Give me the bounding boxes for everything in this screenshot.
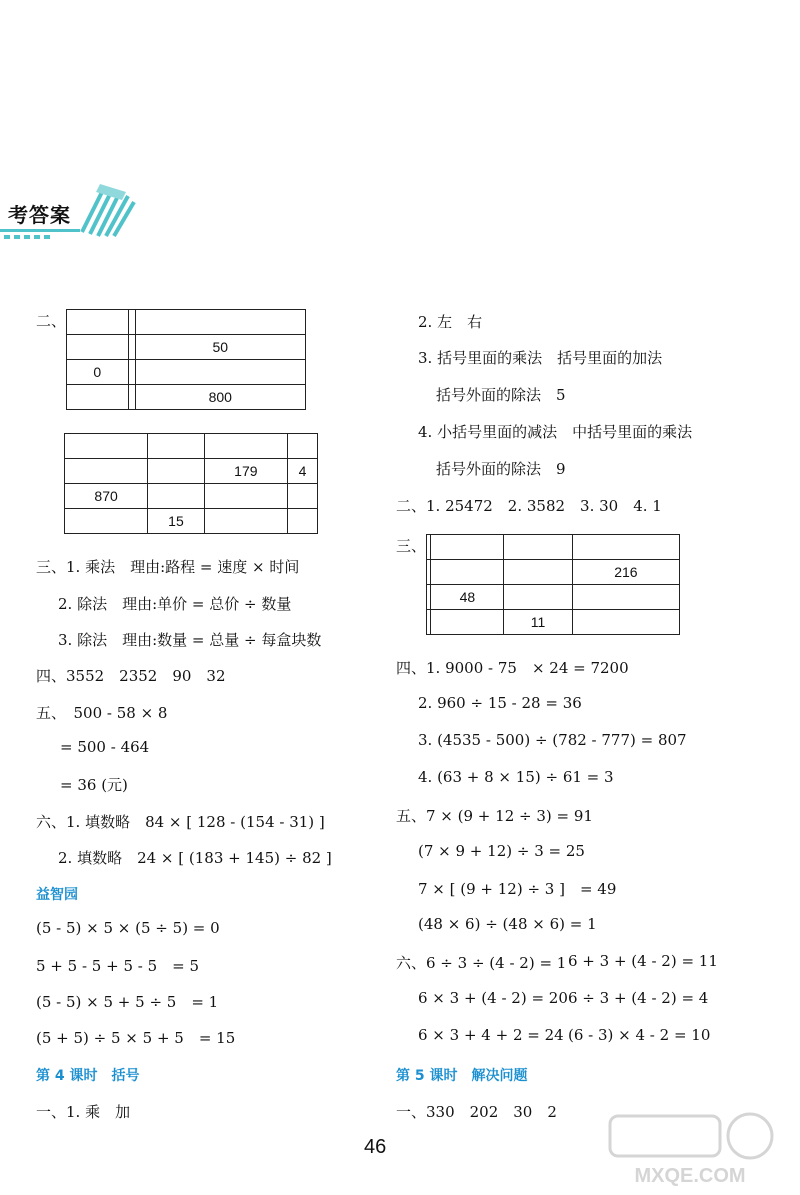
table-cell: [128, 335, 135, 360]
watermark-text: MXQE.COM: [634, 1165, 746, 1187]
right-sec6-a: 六、6 ÷ 3 ÷ (4 - 2) = 1: [396, 954, 567, 972]
right-sec5-line-4: (48 × 6) ÷ (48 × 6) = 1: [418, 915, 597, 933]
table-cell: [204, 434, 287, 459]
right-sec5-line-1: 五、7 × (9 + 12 ÷ 3) = 91: [396, 807, 593, 825]
answer-table-1: [66, 309, 306, 410]
table-cell: [431, 560, 504, 585]
table-cell: [572, 610, 679, 635]
table-cell: 15: [148, 509, 205, 534]
table-cell: [148, 434, 205, 459]
table-cell: 4: [287, 459, 317, 484]
table-cell: 800: [135, 385, 305, 410]
right-sec4-line-4: 4. (63 + 8 × 15) ÷ 61 = 3: [418, 768, 614, 786]
right-sec6-d: 6 ÷ 3 + (4 - 2) = 4: [568, 989, 709, 1007]
table-cell: [148, 459, 205, 484]
table-3-row: [427, 585, 680, 610]
table-2-row: [65, 484, 318, 509]
sec6-item-2: 2. 填数略 24 × [ (183 + 145) ÷ 82 ]: [58, 849, 332, 867]
right-q3a: 3. 括号里面的乘法 括号里面的加法: [418, 349, 663, 367]
table-cell: [504, 535, 572, 560]
right-q3b: 括号外面的除法 5: [436, 386, 566, 404]
table-cell: [67, 335, 129, 360]
table-cell: [148, 484, 205, 509]
right-q4a: 4. 小括号里面的减法 中括号里面的乘法: [418, 423, 693, 441]
sec5-line-3: = 36 (元): [60, 776, 128, 794]
watermark-logo: [600, 1108, 780, 1192]
lesson-5-q1: 一、330 202 30 2: [396, 1103, 557, 1121]
yizhiyuan-title: 益智园: [36, 887, 78, 903]
page-number: 46: [364, 1136, 387, 1158]
table-cell: [204, 509, 287, 534]
table-cell: [65, 509, 148, 534]
table-cell: [65, 434, 148, 459]
right-sec5-line-3: 7 × [ (9 + 12) ÷ 3 ] = 49: [418, 880, 617, 898]
sec5-line-1: 五、 500 - 58 × 8: [36, 704, 168, 722]
table-cell: 50: [135, 335, 305, 360]
sec4-answers: 四、3552 2352 90 32: [36, 667, 226, 685]
table-cell: 870: [65, 484, 148, 509]
right-sec4-line-2: 2. 960 ÷ 15 - 28 = 36: [418, 694, 582, 712]
yizhiyuan-line-2: 5 + 5 - 5 + 5 - 5 = 5: [36, 957, 200, 975]
table-cell: [504, 585, 572, 610]
right-sec6-e: 6 × 3 + 4 + 2 = 24: [418, 1026, 564, 1044]
section-2-label: 二、: [36, 312, 67, 330]
table-cell: [504, 560, 572, 585]
sec3-item-3: 3. 除法 理由:数量 = 总量 ÷ 每盒块数: [58, 631, 322, 649]
table-3-row: [427, 535, 680, 560]
table-cell: [67, 310, 129, 335]
table-cell: [65, 459, 148, 484]
table-1-row: [67, 360, 306, 385]
table-2-row: [65, 509, 318, 534]
lesson-5-title: 第 5 课时 解决问题: [396, 1068, 528, 1084]
table-cell: [128, 385, 135, 410]
yizhiyuan-line-3: (5 - 5) × 5 + 5 ÷ 5 = 1: [36, 993, 219, 1011]
table-cell: [572, 535, 679, 560]
page-header-title: 考答案: [8, 203, 71, 227]
right-sec4-line-1: 四、1. 9000 - 75 × 24 = 7200: [396, 659, 629, 677]
table-cell: 0: [67, 360, 129, 385]
right-sec6-c: 6 × 3 + (4 - 2) = 20: [418, 989, 568, 1007]
answer-table-2: [64, 433, 318, 534]
table-cell: [287, 434, 317, 459]
table-2-row: [65, 434, 318, 459]
table-3-row: [427, 610, 680, 635]
table-cell: [135, 310, 305, 335]
lesson-4-q1: 一、1. 乘 加: [36, 1103, 131, 1121]
table-cell: 48: [431, 585, 504, 610]
yizhiyuan-line-1: (5 - 5) × 5 × (5 ÷ 5) = 0: [36, 919, 220, 937]
sec6-item-1: 六、1. 填数略 84 × [ 128 - (154 - 31) ]: [36, 813, 325, 831]
sec5-line-2: = 500 - 464: [60, 738, 150, 756]
table-1-row: [67, 310, 306, 335]
right-q4b: 括号外面的除法 9: [436, 460, 566, 478]
table-cell: [128, 360, 135, 385]
table-cell: [67, 385, 129, 410]
table-cell: 11: [504, 610, 572, 635]
right-sec3-label: 三、: [396, 537, 427, 555]
lesson-4-title: 第 4 课时 括号: [36, 1068, 140, 1084]
table-cell: [287, 484, 317, 509]
right-sec5-line-2: (7 × 9 + 12) ÷ 3 = 25: [418, 842, 585, 860]
table-cell: [204, 484, 287, 509]
sec3-item-2: 2. 除法 理由:单价 = 总价 ÷ 数量: [58, 595, 292, 613]
right-q2: 2. 左 右: [418, 313, 483, 331]
table-cell: [572, 585, 679, 610]
yizhiyuan-line-4: (5 + 5) ÷ 5 × 5 + 5 = 15: [36, 1029, 236, 1047]
right-sec6-f: (6 - 3) × 4 - 2 = 10: [568, 1026, 711, 1044]
table-cell: 179: [204, 459, 287, 484]
table-3-row: [427, 560, 680, 585]
table-cell: [431, 535, 504, 560]
answer-table-3: [426, 534, 680, 635]
table-cell: [287, 509, 317, 534]
table-cell: 216: [572, 560, 679, 585]
table-1-row: [67, 335, 306, 360]
table-cell: [128, 310, 135, 335]
right-sec2: 二、1. 25472 2. 3582 3. 30 4. 1: [396, 497, 662, 515]
table-1-row: [67, 385, 306, 410]
right-sec6-b: 6 + 3 + (4 - 2) = 11: [568, 952, 718, 970]
right-sec4-line-3: 3. (4535 - 500) ÷ (782 - 777) = 807: [418, 731, 687, 749]
sec3-item-1: 三、1. 乘法 理由:路程 = 速度 × 时间: [36, 558, 300, 576]
table-cell: [431, 610, 504, 635]
table-2-row: [65, 459, 318, 484]
table-cell: [135, 360, 305, 385]
